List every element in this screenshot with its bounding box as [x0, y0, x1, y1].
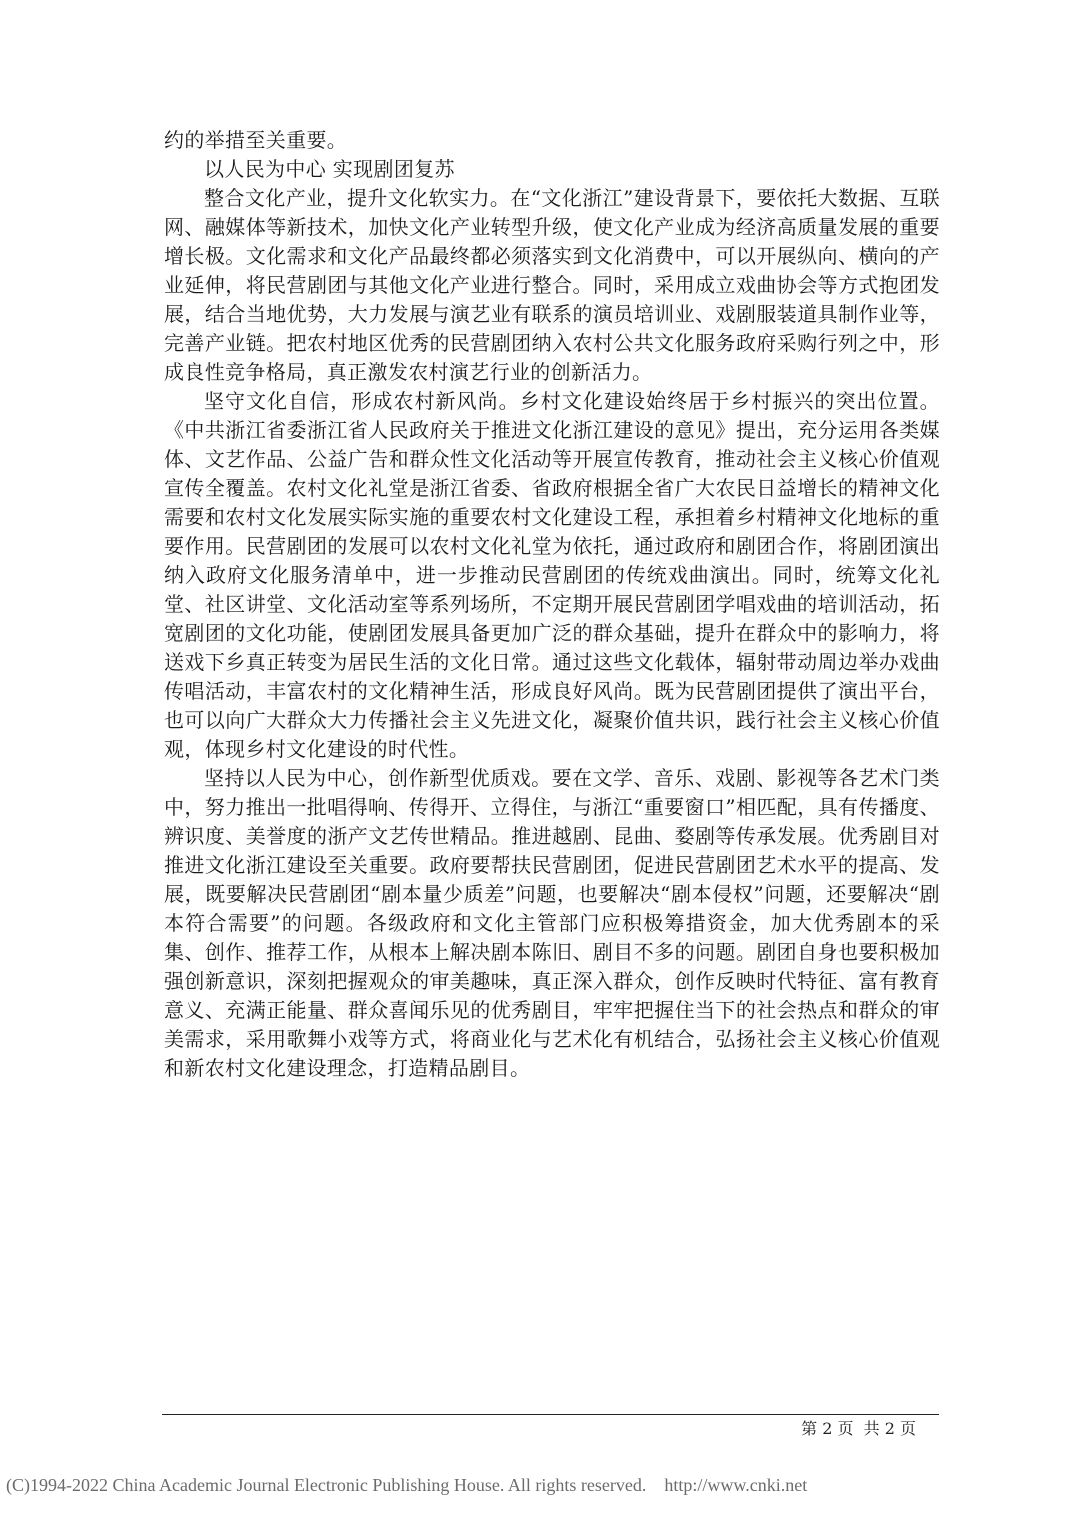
paragraph-cultural-confidence: 坚守文化自信，形成农村新风尚。乡村文化建设始终居于乡村振兴的突出位置。《中共浙江省委浙江省人民政府关于推进文化浙江建设的意见》提出，充分运用各类媒体、文艺作品、公益广告和群众性文化活动等开展宣传教育，推动社会主义核心价值观宣传全覆盖。农村文化礼堂是浙江省委、省政府根据全省广大农民日益增长的精神文化需要和农村文化发展实际实施的重要农村文化建设工程，承担着乡村精神文化地标的重要作用。民营剧团的发展可以农村文化礼堂为依托，通过政府和剧团合作，将剧团演出纳入政府文化服务清单中，进一步推动民营剧团的传统戏曲演出。同时，统筹文化礼堂、社区讲堂、文化活动室等系列场所，不定期开展民营剧团学唱戏曲的培训活动，拓宽剧团的文化功能，使剧团发展具备更加广泛的群众基础，提升在群众中的影响力，将送戏下乡真正转变为居民生活的文化日常。通过这些文化载体，辐射带动周边举办戏曲传唱活动，丰富农村的文化精神生活，形成良好风尚。既为民营剧团提供了演出平台，也可以向广大群众大力传播社会主义先进文化，凝聚价值共识，践行社会主义核心价值观，体现乡村文化建设的时代性。: [164, 389, 940, 761]
section-heading: 以人民为中心 实现剧团复苏: [204, 157, 455, 181]
paragraph-continuation: 约的举措至关重要。: [164, 128, 348, 152]
paragraph-quality-drama: 坚持以人民为中心，创作新型优质戏。要在文学、音乐、戏剧、影视等各艺术门类中，努力推出一批唱得响、传得开、立得住，与浙江“重要窗口”相匹配，具有传播度、辨识度、美誉度的浙产文艺传世精品。推进越剧、昆曲、婺剧等传承发展。优秀剧目对推进文化浙江建设至关重要。政府要帮扶民营剧团，促进民营剧团艺术水平的提高、发展，既要解决民营剧团“剧本量少质差”问题，也要解决“剧本侵权”问题，还要解决“剧本符合需要”的问题。各级政府和文化主管部门应积极筹措资金，加大优秀剧本的采集、创作、推荐工作，从根本上解决剧本陈旧、剧目不多的问题。剧团自身也要积极加强创新意识，深刻把握观众的审美趣味，真正深入群众，创作反映时代特征、富有教育意义、充满正能量、群众喜闻乐见的优秀剧目，牢牢把握住当下的社会热点和群众的审美需求，采用歌舞小戏等方式，将商业化与艺术化有机结合，弘扬社会主义核心价值观和新农村文化建设理念，打造精品剧目。: [164, 766, 940, 1080]
article-body: [164, 126, 940, 1083]
footer-rule: [162, 1414, 939, 1415]
page-number: 第 2 页 共 2 页: [801, 1419, 916, 1438]
copyright-notice: (C)1994-2022 China Academic Journal Electronic Publishing House. All rights reserved. http://www.cnki.net: [6, 1475, 808, 1495]
paragraph-cultural-industry: 整合文化产业，提升文化软实力。在“文化浙江”建设背景下，要依托大数据、互联网、融媒体等新技术，加快文化产业转型升级，使文化产业成为经济高质量发展的重要增长极。文化需求和文化产品最终都必须落实到文化消费中，可以开展纵向、横向的产业延伸，将民营剧团与其他文化产业进行整合。同时，采用成立戏曲协会等方式抱团发展，结合当地优势，大力发展与演艺业有联系的演员培训业、戏剧服装道具制作业等，完善产业链。把农村地区优秀的民营剧团纳入农村公共文化服务政府采购行列之中，形成良性竞争格局，真正激发农村演艺行业的创新活力。: [164, 186, 940, 384]
